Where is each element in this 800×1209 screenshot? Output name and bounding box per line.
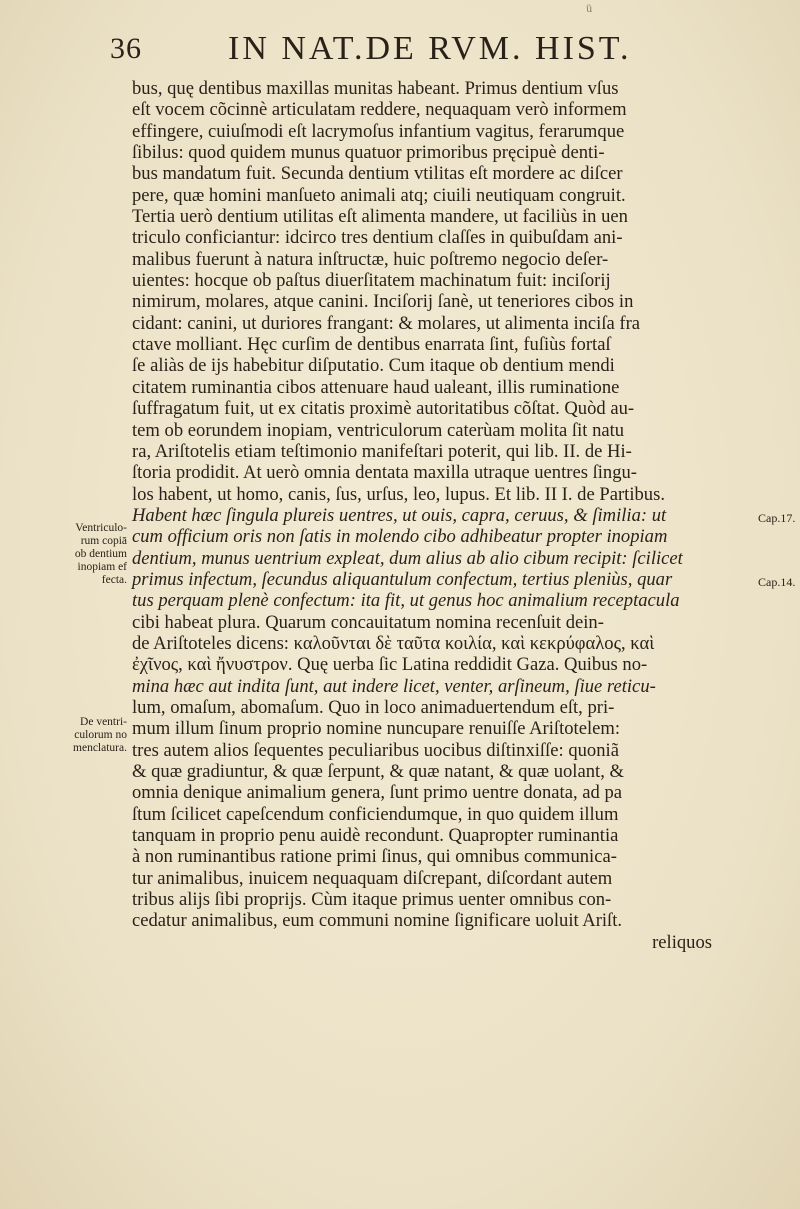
text-line: Habent hæc ſingula plureis uentres, ut ouis, capra, ceruus, & ſimilia: ut — [132, 504, 667, 526]
running-title: IN NAT.DE RVM. HIST. — [228, 30, 632, 67]
text-line: ſuffragatum fuit, ut ex citatis proximè autoritatibus cõſtat. Quòd au- — [132, 398, 635, 420]
marginal-line: culorum no — [74, 729, 127, 741]
marginal-note-ventricle-count — [32, 522, 127, 587]
marginal-line: inopiam ef — [77, 561, 127, 573]
text-line: lum, omaſum, abomaſum. Quo in loco animaduertendum eſt, pri- — [132, 696, 615, 718]
text-line: Tertia uerò dentium utilitas eſt alimenta mandere, ut faciliùs in uen — [132, 206, 628, 228]
text-line: effingere, cuiuſmodi eſt lacrymoſus infantium vagitus, ferarumque — [132, 120, 625, 142]
main-text-block — [132, 78, 752, 953]
text-line: ſe aliàs de ijs habebitur diſputatio. Cum itaque ob dentium mendi — [132, 355, 615, 377]
text-line: bus, quę dentibus maxillas munitas habeant. Primus dentium vſus — [132, 78, 619, 99]
marginal-line: rum copiā — [80, 535, 127, 547]
page-header — [110, 30, 670, 74]
marginal-line: fecta. — [101, 574, 127, 586]
text-line: cidant: canini, ut duriores frangant: & molares, ut alimenta inciſa fra — [132, 312, 641, 334]
text-line: & quæ gradiuntur, & quæ ſerpunt, & quæ natant, & quæ uolant, & — [132, 761, 624, 782]
text-line: à non ruminantibus ratione primi ſinus, qui omnibus communica- — [132, 846, 617, 868]
text-line: ſibilus: quod quidem munus quatuor primoribus pręcipuè denti- — [132, 142, 605, 164]
text-line: tus perquam plenè confectum: ita fit, ut genus hoc animalium receptacula — [132, 590, 680, 612]
text-line: cum officium oris non ſatis in molendo cibo adhibeatur propter inopiam — [132, 526, 668, 548]
text-line: ἐχῖνος, καὶ ἤνυστρον. Quę uerba ſic Latina reddidit Gaza. Quibus no- — [132, 654, 648, 676]
text-line: omnia denique animalium genera, ſunt primo uentre donata, ad pa — [132, 782, 622, 804]
text-line: cibi habeat plura. Quarum concauitatum nomina recenſuit dein- — [132, 611, 604, 633]
marginal-line: Ventriculo- — [75, 522, 127, 534]
text-line: cedatur animalibus, eum communi nomine ſignificare uoluit Ariſt. — [132, 910, 623, 932]
text-line: dentium, munus uentrium expleat, dum alius ab alio cibum recipit: ſcilicet — [132, 547, 683, 569]
marginal-line: De ventri- — [80, 716, 127, 728]
text-line: nimirum, molares, atque canini. Inciſorij ſanè, ut teneriores cibos in — [132, 291, 634, 313]
text-line: tanquam in proprio penu auidè recondunt. Quapropter ruminantia — [132, 825, 619, 847]
text-line: bus mandatum fuit. Secunda dentium vtilitas eſt mordere ac diſcer — [132, 163, 623, 185]
marginal-ref-cap17: Cap.17. — [758, 511, 796, 525]
text-line: de Ariſtoteles dicens: καλοῦνται δὲ ταῦτα κοιλία, καὶ κεκρύφαλος, καὶ — [132, 632, 655, 654]
page-number: 36 — [110, 32, 142, 65]
marginal-ref-cap14: Cap.14. — [758, 575, 796, 589]
text-line: tem ob eorundem inopiam, ventriculorum caterùam molita ſit natu — [132, 419, 625, 441]
catchword: reliquos — [652, 931, 712, 953]
top-ink-mark: ü — [586, 4, 593, 15]
text-line: uientes: hocque ob paſtus diuerſitatem machinatum fuit: inciſorij — [132, 270, 611, 292]
marginal-line: ob dentium — [74, 548, 127, 560]
text-line: citatem ruminantia cibos attenuare haud ualeant, illis ruminatione — [132, 376, 620, 398]
text-line: triculo conficiantur: idcirco tres dentium claſſes in quibuſdam ani- — [132, 227, 623, 249]
text-line: ſtum ſcilicet capeſcendum conficiendumque, in quo quidem illum — [132, 803, 619, 825]
text-line: ſtoria prodidit. At uerò omnia dentata maxilla utraque uentres ſingu- — [132, 462, 637, 484]
marginal-line: menclatura. — [73, 742, 127, 754]
text-line: tribus alijs ſibi proprijs. Cùm itaque primus uenter omnibus con- — [132, 889, 612, 911]
text-line: ra, Ariſtotelis etiam teſtimonio manifeſtari poterit, qui lib. II. de Hi- — [132, 440, 632, 462]
text-line: ctave molliant. Hęc curſim de dentibus enarrata ſint, fuſiùs fortaſ — [132, 334, 611, 356]
text-line: eſt vocem cõcinnè articulatam reddere, nequaquam verò informem — [132, 99, 627, 121]
text-line: mina hæc aut indita ſunt, aut indere licet, venter, arſineum, ſiue reticu- — [132, 675, 656, 697]
marginal-note-ventricle-nomenclature — [32, 716, 127, 755]
text-line: los habent, ut homo, canis, ſus, urſus, leo, lupus. Et lib. II I. de Partibus. — [132, 483, 665, 505]
text-line: tur animalibus, inuicem nequaquam diſcrepant, diſcordant autem — [132, 867, 613, 889]
text-line: tres autem alios ſequentes peculiaribus uocibus diſtinxiſſe: quoniã — [132, 739, 619, 761]
text-line: pere, quæ homini manſueto animali atq; ciuili neutiquam congruit. — [132, 184, 626, 206]
text-line: primus infectum, ſecundus aliquantulum confectum, tertius pleniùs, quar — [132, 568, 673, 590]
text-line: malibus fuerunt à natura inſtructæ, huic poſtremo negocio deſer- — [132, 248, 609, 270]
text-line: mum illum ſinum proprio nomine nuncupare renuiſſe Ariſtotelem: — [132, 718, 620, 740]
